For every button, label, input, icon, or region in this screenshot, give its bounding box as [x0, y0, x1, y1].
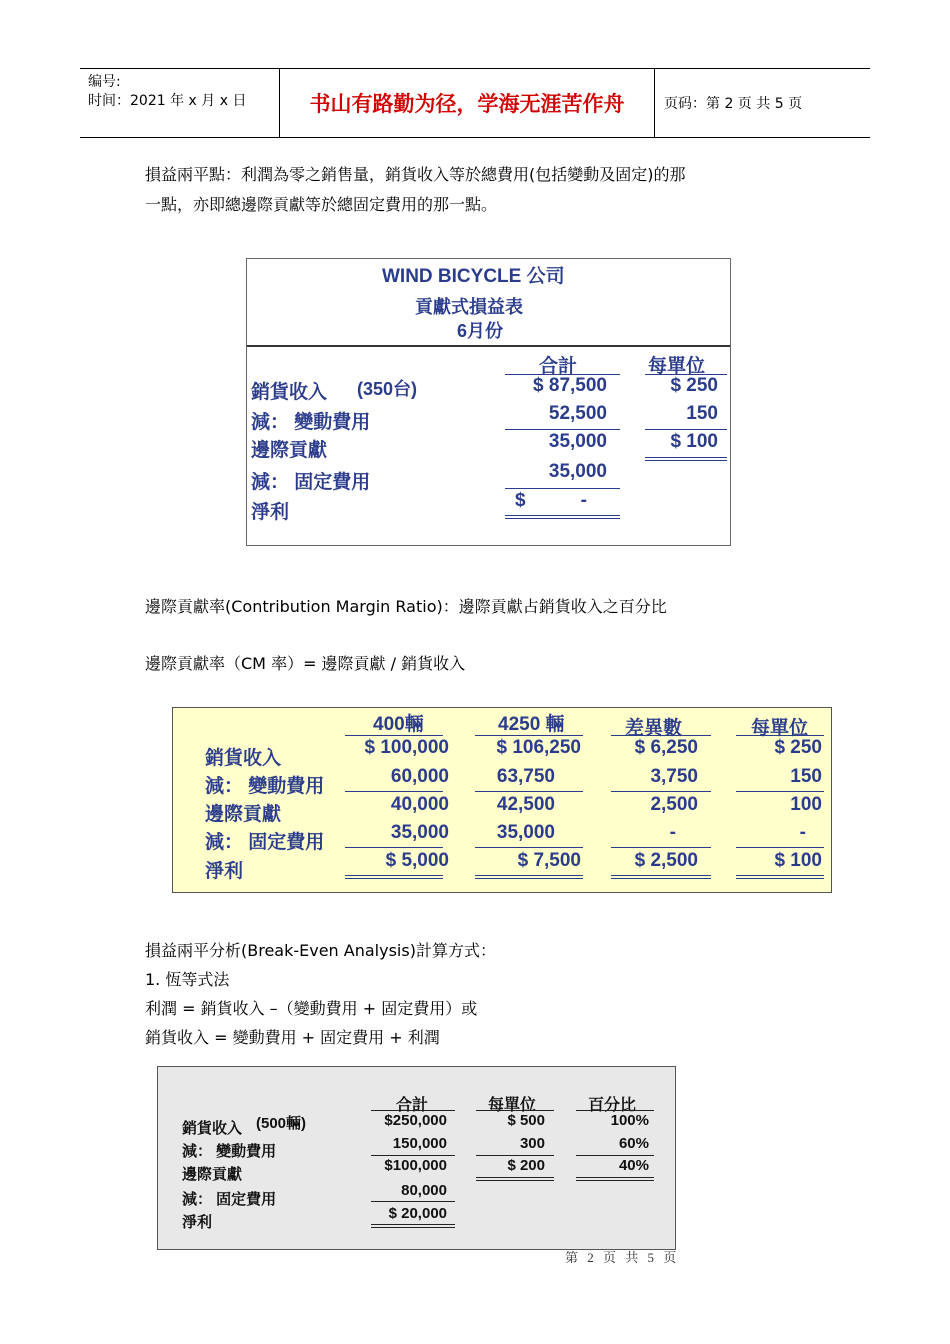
page-footer: 第 2 页 共 5 页: [565, 1250, 680, 1265]
row-sales-label: 銷貨收入: [182, 1120, 243, 1137]
row-variable-4250: 63,750: [496, 766, 555, 787]
header-page-info: 页码：第 2 页 共 5 页: [664, 96, 803, 112]
row-net-diff: $ 2,500: [634, 850, 698, 871]
row-fixed-400: 35,000: [390, 822, 449, 843]
cm-ratio-definition: 邊際貢獻率(Contribution Margin Ratio)：邊際貢獻占銷貨收入之百分比: [145, 597, 667, 616]
method-1: 1. 恆等式法: [145, 970, 230, 989]
row-sales-unit: $ 250: [774, 737, 822, 758]
row-cm-total: 35,000: [548, 431, 607, 452]
row-sales-400: $ 100,000: [364, 737, 449, 758]
breakeven-definition-line1: 損益兩平點：利潤為零之銷售量，銷貨收入等於總費用(包括變動及固定)的那: [145, 165, 686, 184]
row-cm-unit: $ 100: [670, 431, 718, 452]
row-fixed-diff: -: [669, 822, 676, 843]
row-sales-pct: 100%: [610, 1112, 649, 1129]
row-fixed-total: 80,000: [401, 1182, 447, 1199]
row-fixed-unit: -: [799, 822, 806, 843]
row-sales-4250: $ 106,250: [496, 737, 581, 758]
row-fixed-total: 35,000: [548, 461, 607, 482]
row-sales-note: (500輛): [256, 1115, 307, 1132]
statement-title-box: [247, 259, 730, 347]
col-400-header: 400輛: [373, 714, 424, 735]
row-variable-total: 52,500: [548, 403, 607, 424]
col-unit-header: 每單位: [488, 1097, 537, 1114]
company-name: WIND BICYCLE 公司: [382, 266, 565, 287]
row-net-4250: $ 7,500: [517, 850, 581, 871]
row-sales-total: $250,000: [384, 1112, 447, 1129]
row-variable-label: 減： 變動費用: [251, 412, 371, 433]
statement-month: 6月份: [457, 321, 504, 341]
volume-comparison-table: [172, 707, 832, 893]
row-net-unit: $ 100: [774, 850, 822, 871]
row-sales-diff: $ 6,250: [634, 737, 698, 758]
col-diff-header: 差異數: [625, 718, 683, 739]
breakeven-definition-line2: 一點，亦即總邊際貢獻等於總固定費用的那一點。: [145, 195, 498, 214]
cm-percent-table: [157, 1066, 676, 1250]
col-pct-header: 百分比: [588, 1097, 637, 1114]
row-net-label: 淨利: [205, 861, 244, 882]
col-unit-header: 每單位: [648, 356, 706, 377]
row-fixed-4250: 35,000: [496, 822, 555, 843]
time-label: 时间：2021 年 x 月 x 日: [88, 93, 247, 109]
row-cm-unit: $ 200: [507, 1157, 545, 1174]
row-variable-total: 150,000: [392, 1135, 447, 1152]
row-variable-label: 減： 變動費用: [205, 776, 325, 797]
row-net-total: $ 20,000: [388, 1205, 447, 1222]
col-total-header: 合計: [396, 1097, 429, 1114]
row-sales-label: 銷貨收入: [205, 748, 282, 769]
number-label: 编号:: [88, 74, 121, 90]
row-variable-unit: 150: [686, 403, 718, 424]
col-unit-header: 每單位: [751, 718, 809, 739]
row-cm-label: 邊際貢獻: [251, 440, 328, 461]
row-cm-400: 40,000: [390, 794, 449, 815]
row-cm-pct: 40%: [618, 1157, 649, 1174]
row-sales-note: (350台): [357, 379, 418, 399]
equation-2: 銷貨收入 = 變動費用 + 固定費用 + 利潤: [145, 1028, 440, 1047]
row-variable-400: 60,000: [390, 766, 449, 787]
cm-ratio-formula: 邊際貢獻率（CM 率）= 邊際貢獻 / 銷貨收入: [145, 654, 466, 673]
statement-name: 貢獻式損益表: [415, 297, 523, 317]
row-variable-pct: 60%: [618, 1135, 649, 1152]
row-sales-unit: $ 500: [507, 1112, 545, 1129]
analysis-title: 損益兩平分析(Break-Even Analysis)計算方式：: [145, 941, 496, 960]
row-cm-label: 邊際貢獻: [182, 1166, 243, 1183]
page-header: [80, 68, 870, 138]
row-variable-unit: 150: [790, 766, 822, 787]
row-cm-unit: 100: [790, 794, 822, 815]
row-variable-label: 減： 變動費用: [182, 1143, 277, 1160]
row-net-total: -: [580, 490, 587, 511]
row-fixed-label: 減： 固定費用: [251, 472, 371, 493]
row-net-400: $ 5,000: [385, 850, 449, 871]
row-fixed-label: 減： 固定費用: [205, 832, 325, 853]
row-fixed-label: 減： 固定費用: [182, 1191, 277, 1208]
row-net-label: 淨利: [251, 502, 290, 523]
row-net-label: 淨利: [182, 1214, 213, 1231]
row-variable-diff: 3,750: [650, 766, 698, 787]
row-variable-unit: 300: [519, 1135, 545, 1152]
col-total-header: 合計: [539, 356, 578, 377]
col-4250-header: 4250 輛: [498, 714, 565, 735]
header-motto: 书山有路勤为径，学海无涯苦作舟: [280, 69, 655, 137]
contribution-income-statement: [246, 258, 731, 546]
row-sales-total: $ 87,500: [533, 375, 607, 396]
row-cm-total: $100,000: [384, 1157, 447, 1174]
header-meta: [80, 69, 280, 137]
row-sales-label: 銷貨收入: [251, 382, 328, 403]
row-cm-diff: 2,500: [650, 794, 698, 815]
row-net-dollar: $: [515, 490, 526, 511]
row-sales-unit: $ 250: [670, 375, 718, 396]
row-cm-4250: 42,500: [496, 794, 555, 815]
row-cm-label: 邊際貢獻: [205, 804, 282, 825]
equation-1: 利潤 = 銷貨收入 –（變動費用 + 固定費用）或: [145, 999, 478, 1018]
